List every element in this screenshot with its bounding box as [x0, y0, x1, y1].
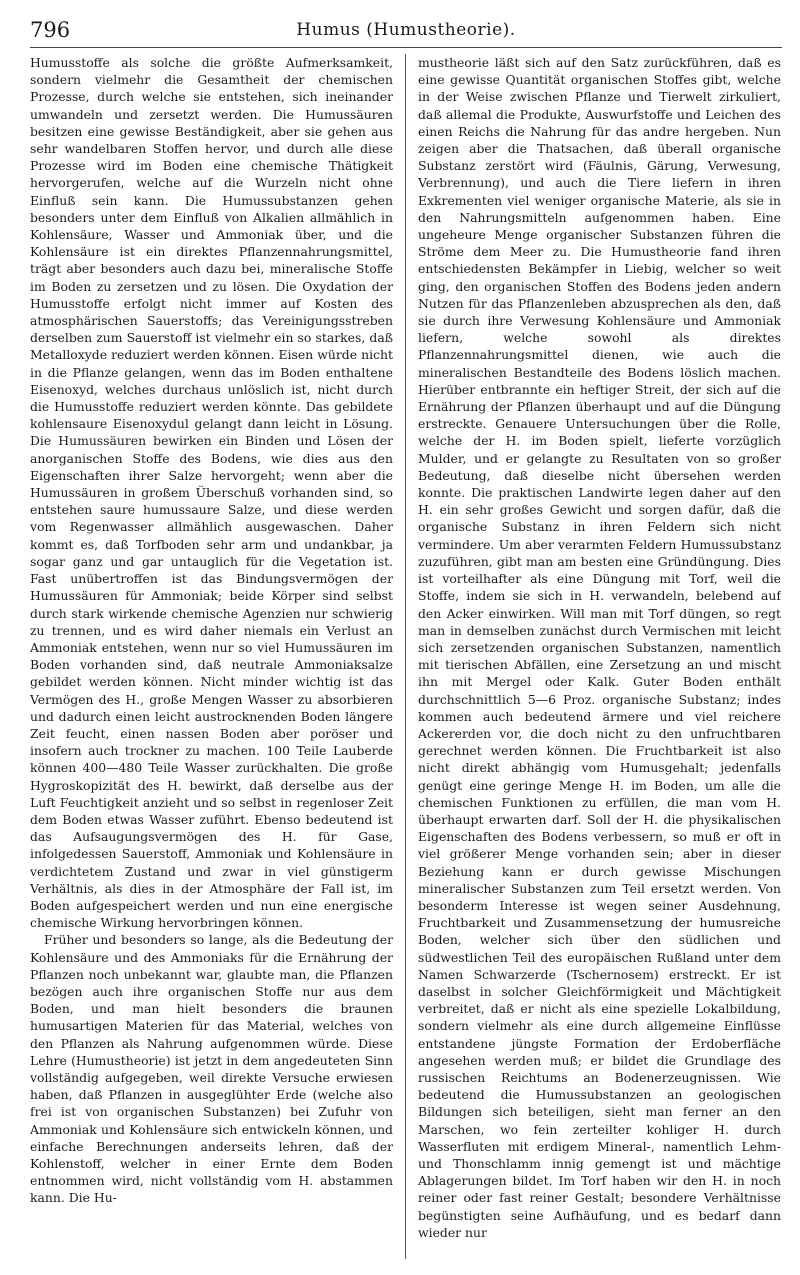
- text-columns: [30, 54, 782, 1259]
- right-column: [418, 54, 781, 1259]
- column-divider: [405, 54, 406, 1259]
- left-column: [30, 54, 393, 1259]
- page-number: 796: [30, 18, 71, 42]
- page: [30, 14, 782, 1264]
- left-paragraph-1: Humusstoffe als solche die größte Aufmerksamkeit, sondern vielmehr die Gesamtheit der chemischen Prozesse, durch welche sie entstehen, sich ineinander umwandeln und zersetzt werden. Die Humussäuren besitzen eine gewisse Beständigkeit, aber sie gehen aus sehr wandelbaren Stoffen hervor, und durch alle diese Prozesse wird im Boden eine chemische Thätigkeit hervorgerufen, welche auf die Wurzeln nicht ohne Einfluß sein kann. Die Humussubstanzen gehen besonders unter dem Einfluß von Alkalien allmählich in Kohlensäure, Wasser und Ammoniak über, und die Kohlensäure ist ein direktes Pflanzennahrungsmittel, trägt aber besonders auch dazu bei, mineralische Stoffe im Boden zu zersetzen und zu lösen. Die Oxydation der Humusstoffe erfolgt nicht immer auf Kosten des atmosphärischen Sauerstoffs; das Vereinigungsstreben derselben zum Sauerstoff ist vielmehr ein so starkes, daß Metalloxyde reduziert werden können. Eisen würde nicht in die Pflanze gelangen, wenn das im Boden enthaltene Eisenoxyd, welches durchaus unlöslich ist, nicht durch die Humusstoffe reduziert werden könnte. Das gebildete kohlensaure Eisenoxydul gelangt dann leicht in Lösung. Die Humussäuren bewirken ein Binden und Lösen der anorganischen Stoffe des Bodens, wie dies aus den Eigenschaften ihrer Salze hervorgeht; wenn aber die Humussäuren in großem Überschuß vorhanden sind, so entstehen saure humussaure Salze, und diese werden vom Regenwasser allmählich ausgewaschen. Daher kommt es, daß Torfboden sehr arm und undankbar, ja sogar ganz und gar untauglich für die Vegetation ist. Fast unübertroffen ist das Bindungsvermögen der Humussäuren für Ammoniak; beide Körper sind selbst durch stark wirkende chemische Agenzien nur schwierig zu trennen, und es wird daher niemals ein Verlust an Ammoniak entstehen, wenn nur so viel Humussäuren im Boden vorhanden sind, daß neutrale Ammoniaksalze gebildet werden können. Nicht minder wichtig ist das Vermögen des H., große Mengen Wasser zu absorbieren und dadurch einen leicht austrocknenden Boden längere Zeit feucht, einen nassen Boden aber poröser und insofern auch trockner zu machen. 100 Teile Lauberde können 400—480 Teile Wasser zurückhalten. Die große Hygroskopizität des H. bewirkt, daß derselbe aus der Luft Feuchtigkeit anzieht und so selbst in regenloser Zeit dem Boden etwas Wasser zuführt. Ebenso bedeutend ist das Aufsaugungsvermögen des H. für Gase, infolgedessen Sauerstoff, Ammoniak und Kohlensäure in verdichtetem Zustand und zwar in viel günstigerm Verhältnis, als dies in der Atmosphäre der Fall ist, im Boden aufgespeichert werden und nun eine energische chemische Wirkung hervorbringen können.: [30, 55, 393, 931]
- right-paragraph-1: mustheorie läßt sich auf den Satz zurückführen, daß es eine gewisse Quantität organischen Stoffes gibt, welche in der Weise zwischen Pflanze und Tierwelt zirkuliert, daß allemal die Produkte, Auswurfstoffe und Leichen des einen Reichs die Nahrung für das andre hergeben. Nun zeigen aber die Thatsachen, daß überall organische Substanz zerstört wird (Fäulnis, Gärung, Verwesung, Verbrennung), und auch die Tiere liefern in ihren Exkrementen viel weniger organische Materie, als sie in den Nahrungsmitteln aufgenommen haben. Eine ungeheure Menge organischer Substanzen führen die Ströme dem Meer zu. Die Humustheorie fand ihren entschiedensten Bekämpfer in Liebig, welcher so weit ging, den organischen Stoffen des Bodens jeden andern Nutzen für das Pflanzenleben abzusprechen als den, daß sie durch ihre Verwesung Kohlensäure und Ammoniak liefern, welche sowohl als direktes Pflanzennahrungsmittel dienen, wie auch die mineralischen Bestandteile des Bodens löslich machen. Hierüber entbrannte ein heftiger Streit, der sich auf die Ernährung der Pflanzen überhaupt und auf die Düngung erstreckte. Genauere Untersuchungen über die Rolle, welche der H. im Boden spielt, lieferte vorzüglich Mulder, und er gelangte zu Resultaten von so großer Bedeutung, daß dieselbe nicht übersehen werden konnte. Die praktischen Landwirte legen daher auf den H. ein sehr großes Gewicht und sorgen dafür, daß die organische Substanz in ihren Feldern sich nicht vermindere. Um aber verarmten Feldern Humussubstanz zuzuführen, gibt man am besten eine Gründüngung. Dies ist vorteilhafter als eine Düngung mit Torf, weil die Stoffe, indem sie sich in H. verwandeln, belebend auf den Acker einwirken. Will man mit Torf düngen, so regt man in demselben zunächst durch Vermischen mit leicht sich zersetzenden organischen Substanzen, namentlich mit tierischen Abfällen, eine Zersetzung an und mischt ihn mit Mergel oder Kalk. Guter Boden enthält durchschnittlich 5—6 Proz. organische Substanz; indes kommen auch bedeutend ärmere und viel reichere Ackererden vor, die doch nicht zu den unfruchtbaren gerechnet werden können. Die Fruchtbarkeit ist also nicht direkt abhängig vom Humusgehalt; jedenfalls genügt eine geringe Menge H. im Boden, um alle die chemischen Funktionen zu erfüllen, die man vom H. überhaupt erwarten darf. Soll der H. die physikalischen Eigenschaften des Bodens verbessern, so muß er oft in viel größerer Menge vorhanden sein; aber in dieser Beziehung kann er durch gewisse Mischungen mineralischer Substanzen zum Teil ersetzt werden. Von besonderm Interesse ist wegen seiner Ausdehnung, Fruchtbarkeit und Zusammensetzung der humusreiche Boden, welcher sich über den südlichen und südwestlichen Teil des europäischen Rußland unter dem Namen Schwarzerde (Tschernosem) erstreckt. Er ist daselbst in solcher Gleichförmigkeit und Mächtigkeit verbreitet, daß er nicht als eine spezielle Lokalbildung, sondern vielmehr als eine durch allgemeine Einflüsse entstandene jüngste Formation der Erdoberfläche angesehen werden muß; er bildet die Grundlage des russischen Reichtums an Bodenerzeugnissen. Wie bedeutend die Humussubstanzen an geologischen Bildungen sich beteiligen, sieht man ferner an den Marschen, wo fein zerteilter kohliger H. durch Wasserfluten mit erdigem Mineral-, namentlich Lehm- und Thonschlamm innig gemengt ist und mächtige Ablagerungen bildet. Im Torf haben wir den H. in noch reiner oder fast reiner Gestalt; besondere Verhältnisse begünstigten seine Aufhäufung, und es bedarf dann wieder nur: [418, 55, 781, 1240]
- page-header: [30, 14, 782, 48]
- header-rule: [30, 47, 782, 48]
- running-head: Humus (Humustheorie).: [296, 20, 516, 40]
- left-paragraph-2: Früher und besonders so lange, als die Bedeutung der Kohlensäure und des Ammoniaks für die Ernährung der Pflanzen noch unbekannt war, glaubte man, die Pflanzen bezögen auch ihre organischen Stoffe nur aus dem Boden, und man hielt besonders die braunen humusartigen Materien für das Material, welches von den Pflanzen als Nahrung aufgenommen würde. Diese Lehre (Humustheorie) ist jetzt in dem angedeuteten Sinn vollständig aufgegeben, weil direkte Versuche erwiesen haben, daß Pflanzen in ausgeglühter Erde (welche also frei ist von organischen Substanzen) bei Zufuhr von Ammoniak und Kohlensäure sich entwickeln können, und einfache Berechnungen anderseits lehren, daß der Kohlenstoff, welcher in einer Ernte dem Boden entnommen wird, nicht vollständig vom H. abstammen kann. Die Hu-: [30, 932, 393, 1206]
